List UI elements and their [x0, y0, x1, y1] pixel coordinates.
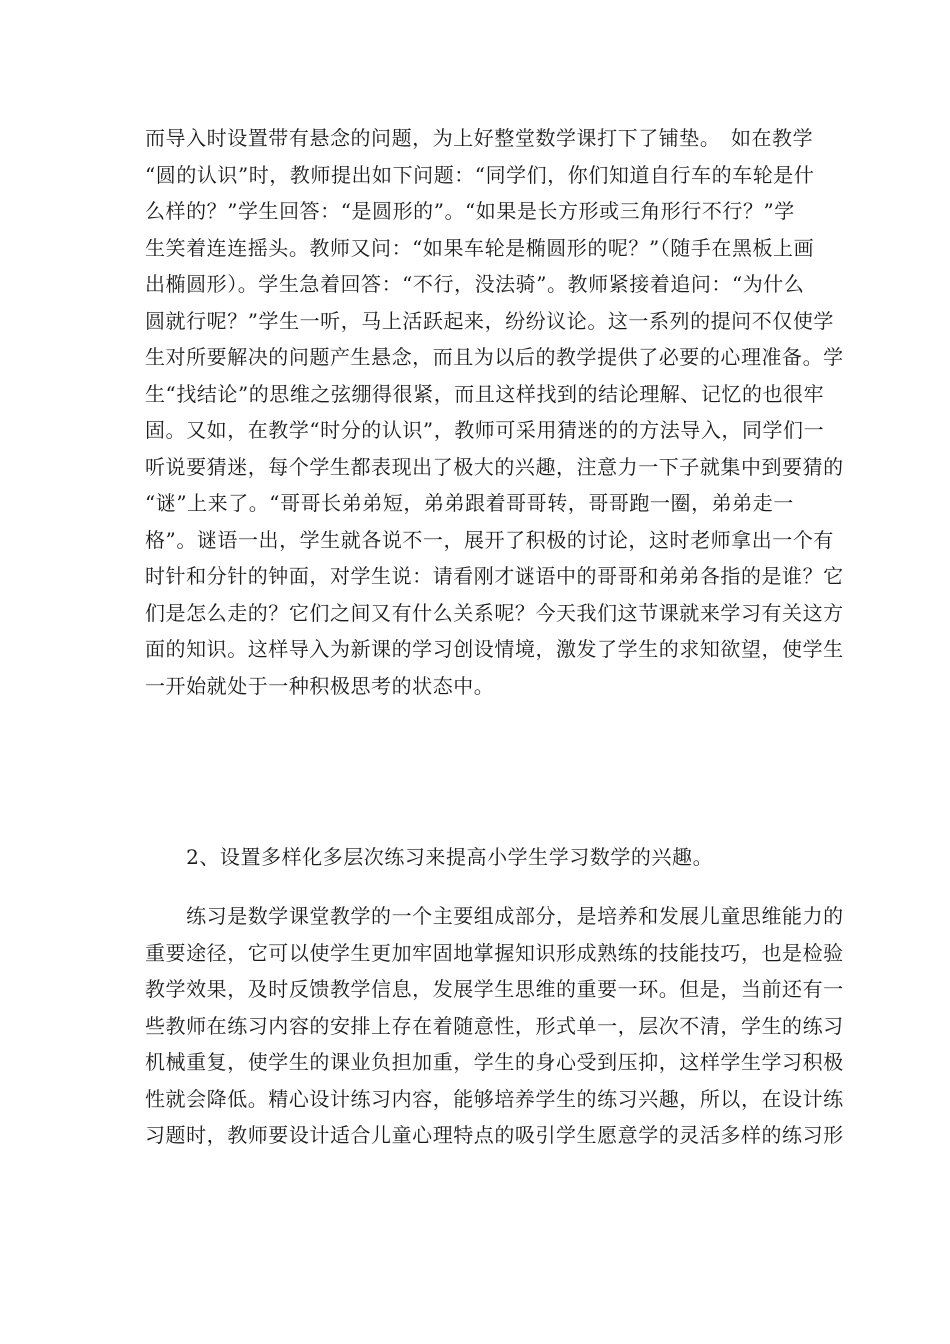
text-line: 时针和分针的钟面，对学生说：请看刚才谜语中的哥哥和弟弟各指的是谁？它: [145, 564, 844, 588]
text-line: 固。又如，在教学“时分的认识”，教师可采用猜迷的的方法导入，同学们一: [145, 418, 825, 442]
text-line: “谜”上来了。“哥哥长弟弟短，弟弟跟着哥哥转，哥哥跑一圈，弟弟走一: [145, 491, 794, 515]
text-line: 出椭圆形）。学生急着回答：“不行，没法骑”。教师紧接着追问：“为什么: [145, 272, 805, 296]
text-line: 们是怎么走的？它们之间又有什么关系呢？今天我们这节课就来学习有关这方: [145, 600, 844, 625]
section-heading-2: [145, 839, 825, 876]
text-line: 格”。谜语一出，学生就各说不一，展开了积极的讨论，这时老师拿出一个有: [145, 527, 834, 552]
text-line: 机械重复，使学生的课业负担加重，学生的身心受到压抑，这样学生学习积极: [145, 1050, 844, 1074]
text-line: 生对所要解决的问题产生悬念，而且为以后的教学提供了必要的心理准备。学: [145, 345, 844, 369]
text-line: 性就会降低。精心设计练习内容，能够培养学生的练习兴趣，所以，在设计练: [145, 1086, 844, 1111]
text-line: 生笑着连连摇头。教师又问：“如果车轮是椭圆形的呢？”（随手在黑板上画: [145, 235, 815, 260]
text-line: 生“找结论”的思维之弦绷得很紧，而且这样找到的结论理解、记忆的也很牢: [145, 381, 825, 406]
text-line: 教学效果，及时反馈教学信息，发展学生思维的重要一环。但是，当前还有一: [145, 977, 844, 1001]
text-line: 习题时，教师要设计适合儿童心理特点的吸引学生愿意学的灵活多样的练习形: [145, 1123, 844, 1147]
text-line: “圆的认识”时，教师提出如下问题：“同学们，你们知道自行车的车轮是什: [145, 162, 815, 187]
text-line: 些教师在练习内容的安排上存在着随意性，形式单一，层次不清，学生的练习: [145, 1013, 844, 1038]
text-line: 圆就行呢？”学生一听，马上活跃起来，纷纷议论。这一系列的提问不仅使学: [145, 308, 834, 333]
text-line: 么样的？”学生回答：“是圆形的”。“如果是长方形或三角形行不行？”学: [145, 199, 795, 223]
text-line: 一开始就处于一种积极思考的状态中。: [145, 673, 495, 698]
text-line: 而导入时设置带有悬念的问题，为上好整堂数学课打下了铺垫。 如在教学: [145, 126, 814, 150]
text-line: 重要途径，它可以使学生更加牢固地掌握知识形成熟练的技能技巧，也是检验: [145, 940, 844, 965]
paragraph-practice: [145, 898, 844, 1154]
text-line: 听说要猜迷，每个学生都表现出了极大的兴趣，注意力一下子就集中到要猜的: [145, 454, 844, 479]
text-line: 面的知识。这样导入为新课的学习创设情境，激发了学生的求知欲望，使学生: [145, 637, 844, 661]
text-line: 练习是数学课堂教学的一个主要组成部分，是培养和发展儿童思维能力的: [145, 904, 844, 928]
section-heading-text: 2、设置多样化多层次练习来提高小学生学习数学的兴趣。: [145, 845, 714, 869]
paragraph-lead-in-examples: [145, 120, 844, 704]
